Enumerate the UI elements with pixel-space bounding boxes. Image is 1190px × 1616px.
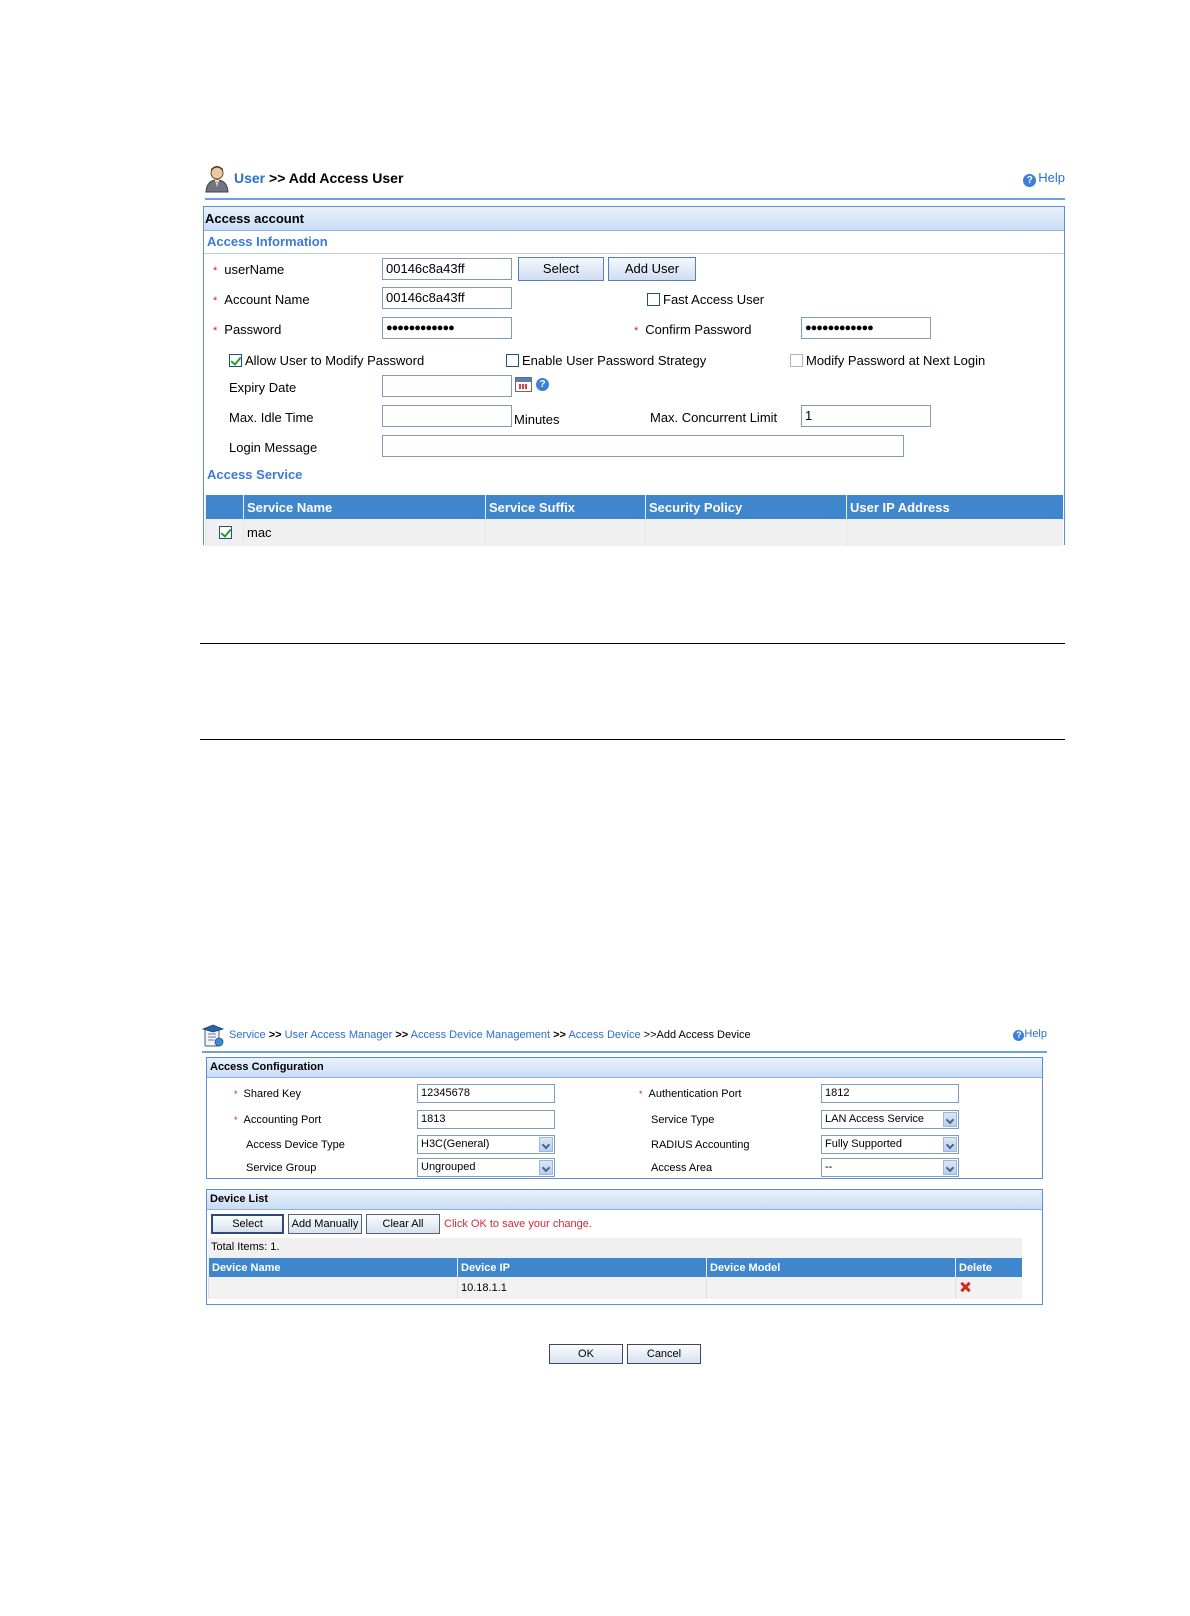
access-area-label: Access Area (651, 1162, 713, 1174)
column-device-name[interactable]: Device Name (209, 1258, 458, 1277)
device-name-cell (209, 1277, 458, 1299)
checkbox-checked[interactable] (229, 354, 242, 367)
service-type-select[interactable]: LAN Access Service (821, 1110, 959, 1129)
table-row (206, 519, 1064, 546)
document-rule-bottom (200, 739, 1065, 740)
service-group-select[interactable]: Ungrouped (417, 1158, 555, 1177)
breadcrumb-user-access-manager-link[interactable]: User Access Manager (284, 1029, 393, 1041)
panel-title: Access Configuration (207, 1058, 1042, 1078)
panel-title: Access account (204, 207, 1064, 231)
table-row (209, 1277, 1023, 1299)
section-divider (204, 253, 1064, 254)
access-device-type-select[interactable]: H3C(General) (417, 1135, 555, 1154)
user-icon (205, 165, 229, 193)
allow-modify-password-checkbox[interactable]: Allow User to Modify Password (229, 353, 424, 368)
username-label: * userName (213, 262, 285, 277)
service-group-label: Service Group (246, 1162, 317, 1174)
service-suffix-cell (486, 519, 646, 546)
add-user-button[interactable]: Add User (608, 257, 696, 281)
service-type-label: Service Type (651, 1114, 715, 1126)
service-icon (202, 1024, 224, 1048)
header-divider (205, 198, 1065, 200)
column-user-ip-address[interactable]: User IP Address (847, 495, 1064, 519)
question-help-icon[interactable]: ? (536, 378, 549, 391)
radius-accounting-select[interactable]: Fully Supported (821, 1135, 959, 1154)
breadcrumb-separator: >> (269, 170, 286, 186)
access-configuration-panel (206, 1057, 1043, 1179)
help-label: Help (1038, 170, 1065, 185)
section-access-service: Access Service (207, 467, 303, 482)
chevron-down-icon[interactable] (943, 1112, 957, 1127)
access-account-panel (203, 206, 1065, 545)
add-access-device-header (202, 1024, 1047, 1050)
minutes-unit-label: Minutes (514, 412, 560, 427)
service-name-cell: mac (244, 519, 486, 546)
delete-icon[interactable] (959, 1281, 971, 1293)
column-device-model[interactable]: Device Model (707, 1258, 956, 1277)
save-hint-text: Click OK to save your change. (444, 1218, 592, 1230)
chevron-down-icon[interactable] (943, 1137, 957, 1152)
column-device-ip[interactable]: Device IP (458, 1258, 707, 1277)
help-link[interactable] (1013, 1028, 1047, 1041)
checkbox[interactable] (506, 354, 519, 367)
column-service-suffix[interactable]: Service Suffix (486, 495, 646, 519)
delete-cell (956, 1277, 1023, 1299)
breadcrumb-access-device-management-link[interactable]: Access Device Management (410, 1029, 551, 1041)
expiry-date-label: Expiry Date (229, 380, 297, 395)
add-manually-button[interactable]: Add Manually (288, 1214, 362, 1234)
max-idle-time-label: Max. Idle Time (229, 410, 314, 425)
expiry-date-input[interactable] (382, 375, 512, 397)
login-message-input[interactable] (382, 435, 904, 457)
header-divider (202, 1051, 1047, 1053)
confirm-password-input[interactable]: ●●●●●●●●●●●● (801, 317, 931, 339)
radius-accounting-label: RADIUS Accounting (651, 1139, 750, 1151)
column-security-policy[interactable]: Security Policy (646, 495, 847, 519)
row-checkbox-cell[interactable] (206, 519, 244, 546)
column-service-name[interactable]: Service Name (244, 495, 486, 519)
confirm-password-label: * Confirm Password (634, 322, 752, 337)
fast-access-user-checkbox[interactable]: Fast Access User (647, 292, 764, 307)
clear-all-button[interactable]: Clear All (366, 1214, 440, 1234)
breadcrumb-user-link[interactable]: User (234, 170, 266, 186)
ok-button[interactable]: OK (549, 1344, 623, 1364)
chevron-down-icon[interactable] (539, 1160, 553, 1175)
breadcrumb-access-device-link[interactable]: Access Device (568, 1029, 641, 1041)
required-star: * (213, 265, 218, 277)
chevron-down-icon[interactable] (539, 1137, 553, 1152)
password-label: * Password (213, 322, 282, 337)
device-ip-cell: 10.18.1.1 (458, 1277, 707, 1299)
shared-key-input[interactable]: 12345678 (417, 1084, 555, 1103)
column-delete: Delete (956, 1258, 1023, 1277)
table-header-row (209, 1258, 1023, 1277)
total-items-text: Total Items: 1. (211, 1241, 280, 1253)
section-access-information: Access Information (207, 234, 328, 249)
breadcrumb-service-link[interactable]: Service (229, 1029, 266, 1041)
column-select (206, 495, 244, 519)
authentication-port-input[interactable]: 1812 (821, 1084, 959, 1103)
breadcrumb-current: Add Access User (288, 170, 404, 186)
enable-password-strategy-checkbox[interactable]: Enable User Password Strategy (506, 353, 706, 368)
checkbox-disabled (790, 354, 803, 367)
authentication-port-label: * Authentication Port (639, 1088, 742, 1100)
table-header-row (206, 495, 1064, 519)
modify-password-next-login-checkbox: Modify Password at Next Login (790, 353, 985, 368)
device-list-panel (206, 1189, 1043, 1305)
username-input[interactable]: 00146c8a43ff (382, 258, 512, 280)
max-concurrent-limit-input[interactable]: 1 (801, 405, 931, 427)
select-device-button[interactable]: Select (211, 1214, 284, 1234)
max-concurrent-limit-label: Max. Concurrent Limit (650, 410, 778, 425)
breadcrumb-current: >>Add Access Device (643, 1029, 751, 1041)
help-label: Help (1024, 1028, 1047, 1040)
login-message-label: Login Message (229, 440, 318, 455)
device-list-table (208, 1258, 1022, 1299)
checkbox[interactable] (647, 293, 660, 306)
access-area-select[interactable]: -- (821, 1158, 959, 1177)
password-input[interactable]: ●●●●●●●●●●●● (382, 317, 512, 339)
device-model-cell (707, 1277, 956, 1299)
calendar-icon[interactable] (515, 377, 532, 392)
accounting-port-label: * Accounting Port (234, 1114, 322, 1126)
service-mac-checkbox[interactable] (219, 526, 232, 539)
account-name-label: * Account Name (213, 292, 310, 307)
user-ip-cell (847, 519, 1064, 546)
max-idle-time-input[interactable] (382, 405, 512, 427)
chevron-down-icon[interactable] (943, 1160, 957, 1175)
access-service-table (205, 495, 1063, 546)
help-link[interactable] (1023, 170, 1065, 187)
total-items-bar (208, 1238, 1022, 1258)
panel-title: Device List (207, 1190, 1042, 1210)
cancel-button[interactable]: Cancel (627, 1344, 701, 1364)
breadcrumb: Service >> User Access Manager >> Access Device Management >> Access Device >>Add Access Device (229, 1029, 751, 1041)
accounting-port-input[interactable]: 1813 (417, 1110, 555, 1129)
add-access-user-header (205, 163, 1065, 201)
breadcrumb (234, 170, 403, 186)
help-icon: ? (1013, 1030, 1024, 1041)
help-icon: ? (1023, 174, 1036, 187)
security-policy-cell (646, 519, 847, 546)
access-device-type-label: Access Device Type (246, 1139, 345, 1151)
account-name-input[interactable]: 00146c8a43ff (382, 287, 512, 309)
document-rule-top (200, 643, 1065, 644)
shared-key-label: * Shared Key (234, 1088, 301, 1100)
select-user-button[interactable]: Select (518, 257, 604, 281)
